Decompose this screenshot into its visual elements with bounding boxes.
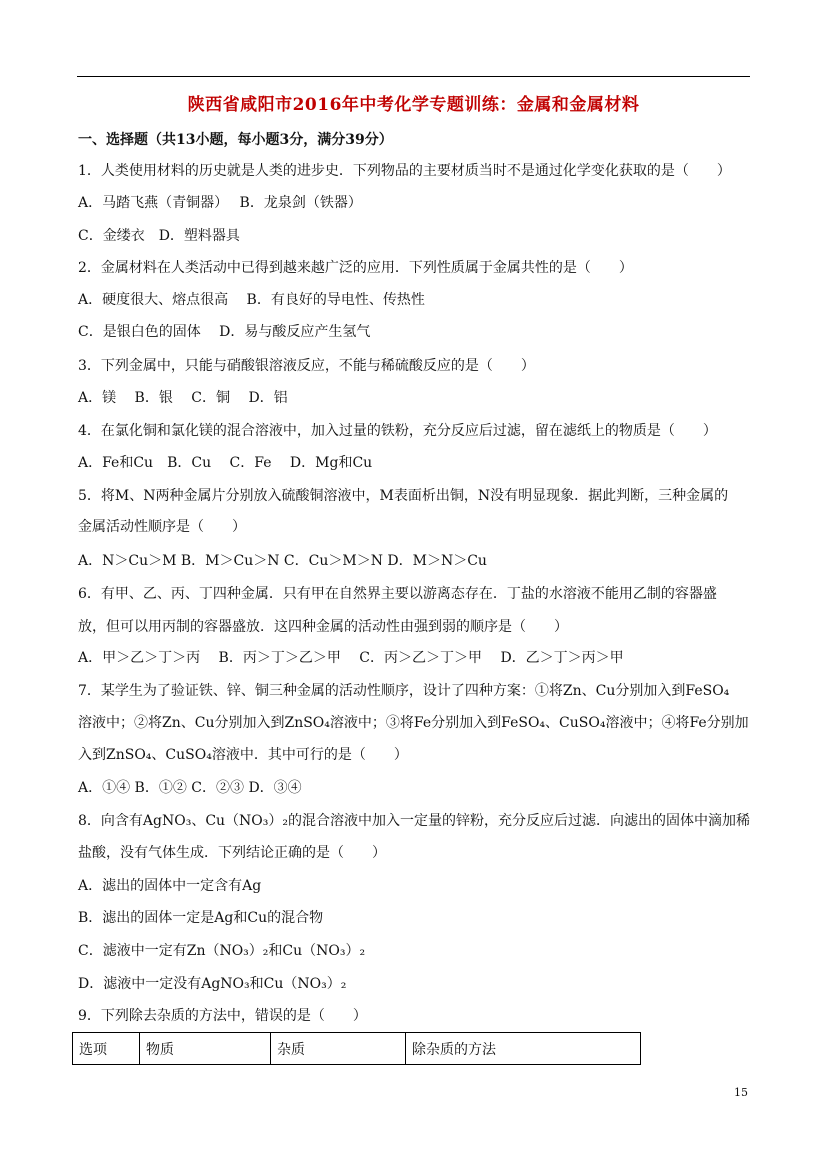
question-line: A．滤出的固体中一定含有Ag xyxy=(78,878,262,894)
question-line: B．滤出的固体一定是Ag和Cu的混合物 xyxy=(78,910,324,926)
document-title: 陕西省咸阳市2016年中考化学专题训练：金属和金属材料 xyxy=(187,95,640,115)
question-line: A．Fe和Cu B．Cu C．Fe D．Mg和Cu xyxy=(78,455,373,471)
question-line: 7．某学生为了验证铁、锌、铜三种金属的活动性顺序，设计了四种方案：①将Zn、Cu分别加入到FeSO₄ xyxy=(78,683,730,699)
question-line: C．滤液中一定有Zn（NO₃）₂和Cu（NO₃）₂ xyxy=(78,943,366,959)
question-line: 4．在氯化铜和氯化镁的混合溶液中，加入过量的铁粉，充分反应后过滤，留在滤纸上的物质是（ ） xyxy=(78,423,717,439)
question-line: 金属活动性顺序是（ ） xyxy=(78,519,246,535)
table-header-cell: 物质 xyxy=(140,1033,271,1065)
question-line: 8．向含有AgNO₃、Cu（NO₃）₂的混合溶液中加入一定量的锌粉，充分反应后过滤．向滤出的固体中滴加稀 xyxy=(78,813,750,829)
question-line: 5．将M、N两种金属片分别放入硫酸铜溶液中，M表面析出铜，N没有明显现象．据此判断，三种金属的 xyxy=(78,488,729,504)
page-number: 15 xyxy=(734,1086,748,1099)
question-line: 1．人类使用材料的历史就是人类的进步史．下列物品的主要材质当时不是通过化学变化获取的是（ ） xyxy=(78,163,731,179)
question-line: C．金缕衣 D．塑料器具 xyxy=(78,228,240,244)
table-header-cell: 选项 xyxy=(73,1033,140,1065)
question-line: A．镁 B．银 C．铜 D．铝 xyxy=(78,390,288,406)
question-line: 3．下列金属中，只能与硝酸银溶液反应，不能与稀硫酸反应的是（ ） xyxy=(78,358,535,374)
question-line: 溶液中；②将Zn、Cu分别加入到ZnSO₄溶液中；③将Fe分别加入到FeSO₄、CuSO₄溶液中；④将Fe分别加 xyxy=(78,715,749,731)
question-line: A．N＞Cu＞M B．M＞Cu＞N C．Cu＞M＞N D．M＞N＞Cu xyxy=(78,553,487,569)
table-header-cell: 除杂质的方法 xyxy=(406,1033,641,1065)
question-line: 放，但可以用丙制的容器盛放．这四种金属的活动性由强到弱的顺序是（ ） xyxy=(78,619,568,635)
section-heading: 一、选择题（共13小题，每小题3分，满分39分） xyxy=(78,132,393,148)
table-header-cell: 杂质 xyxy=(271,1033,406,1065)
question-line: C．是银白色的固体 D．易与酸反应产生氢气 xyxy=(78,324,371,340)
question-line: 入到ZnSO₄、CuSO₄溶液中．其中可行的是（ ） xyxy=(78,747,408,763)
question-line: A．①④ B．①② C．②③ D．③④ xyxy=(78,780,302,796)
question-line: 6．有甲、乙、丙、丁四种金属．只有甲在自然界主要以游离态存在．丁盐的水溶液不能用乙制的容器盛 xyxy=(78,586,717,602)
question-line: A．马踏飞燕（青铜器） B．龙泉剑（铁器） xyxy=(78,195,362,211)
options-table xyxy=(72,1032,641,1065)
question-line: A．硬度很大、熔点很高 B．有良好的导电性、传热性 xyxy=(78,292,425,308)
table-header-row xyxy=(73,1033,641,1065)
header-rule xyxy=(77,76,750,77)
question-line: A．甲＞乙＞丁＞丙 B．丙＞丁＞乙＞甲 C．丙＞乙＞丁＞甲 D．乙＞丁＞丙＞甲 xyxy=(78,650,624,666)
question-line: 盐酸，没有气体生成．下列结论正确的是（ ） xyxy=(78,845,386,861)
question-line: 2．金属材料在人类活动中已得到越来越广泛的应用．下列性质属于金属共性的是（ ） xyxy=(78,260,633,276)
question-line: D．滤液中一定没有AgNO₃和Cu（NO₃）₂ xyxy=(78,976,347,992)
question-line: 9．下列除去杂质的方法中，错误的是（ ） xyxy=(78,1008,367,1024)
